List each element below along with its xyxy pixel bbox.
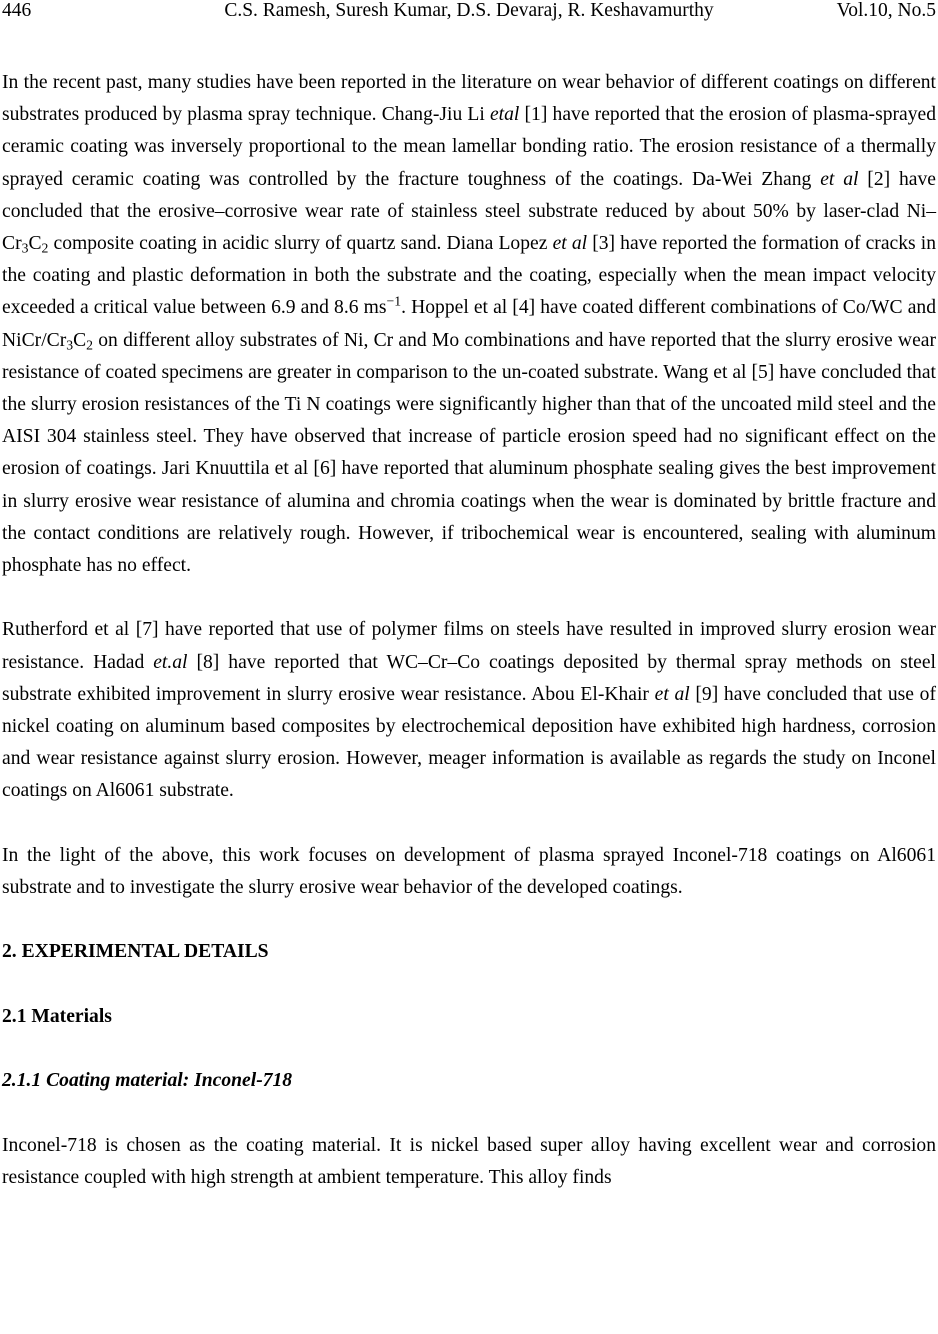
paragraph-literature-review-2: Rutherford et al [7] have reported that use of polymer films on steels have resulted in improved slurry erosion wear resistance. Hadad et.al [8] have reported that WC–Cr–Co coatings deposited by thermal spray methods on steel substrate exhibited improvement in slurry erosive wear resistance. Abou El-Khair et al [9] have concluded that use of nickel coating on aluminum based composites by electrochemical deposition have exhibited high hardness, corrosion and wear resistance against slurry erosion. However, meager information is available as regards the study on Inconel coatings on Al6061 substrate. bbox=[2, 619, 936, 802]
section-heading-experimental: 2. EXPERIMENTAL DETAILS bbox=[2, 941, 269, 963]
running-authors: C.S. Ramesh, Suresh Kumar, D.S. Devaraj, R. Keshavamurthy bbox=[224, 0, 714, 21]
paragraph-coating-material: Inconel-718 is chosen as the coating material. It is nickel based super alloy having excellent wear and corrosion resistance coupled with high strength at ambient temperature. This alloy finds bbox=[2, 1134, 936, 1188]
paragraph-literature-review: In the recent past, many studies have been reported in the literature on wear behavior of different coatings on different substrates produced by plasma spray technique. Chang-Jiu Li etal [1] have reported that the erosion of plasma-sprayed ceramic coating was inversely proportional to the mean lamellar bonding ratio. The erosion resistance of a thermally sprayed ceramic coating was controlled by the fracture toughness of the coatings. Da-Wei Zhang et al [2] have concluded that the erosive–corrosive wear rate of stainless steel substrate reduced by about 50% by laser-clad $Ni-Cr_3C_2$ composite coating in acidic slurry of quartz sand. Diana Lopez et al [3] have reported the formation of cracks in the coating and plastic deformation in both the substrate and the coating, especially when the mean impact velocity exceeded a critical value between 6.9 and 8.6 $ms^{-1}$. Hoppel et al [4] have coated different combinations of Co/WC and NiCr/$Cr_3C_2$ on different alloy substrates of Ni, Cr and Mo combinations and have reported that the slurry erosive wear resistance of coated specimens are greater in comparison to the un-coated substrate. Wang et al [5] have concluded that the slurry erosion resistances of the Ti N coatings were significantly higher than that of the uncoated mild steel and the AISI 304 stainless steel. They have observed that increase of particle erosion speed had no significant effect on the erosion of coatings. Jari Knuuttila et al [6] have reported that aluminum phosphate sealing gives the best improvement in slurry erosive wear resistance of alumina and chromia coatings when the wear is dominated by brittle fracture and the contact conditions are relatively rough. However, if tribochemical wear is encountered, sealing with aluminum phosphate has no effect. bbox=[2, 72, 937, 577]
volume-info: Vol.10, No.5 bbox=[836, 0, 936, 21]
article-body bbox=[2, 67, 936, 1194]
page-number: 446 bbox=[2, 0, 32, 21]
running-header bbox=[2, 0, 936, 26]
subsection-heading-materials: 2.1 Materials bbox=[2, 1005, 112, 1027]
subsubsection-heading-coating-material: 2.1.1 Coating material: Inconel-718 bbox=[2, 1070, 293, 1092]
paragraph-objective: In the light of the above, this work focuses on development of plasma sprayed Inconel-718 coatings on Al6061 substrate and to investigate the slurry erosive wear behavior of the developed coatings. bbox=[2, 844, 936, 899]
